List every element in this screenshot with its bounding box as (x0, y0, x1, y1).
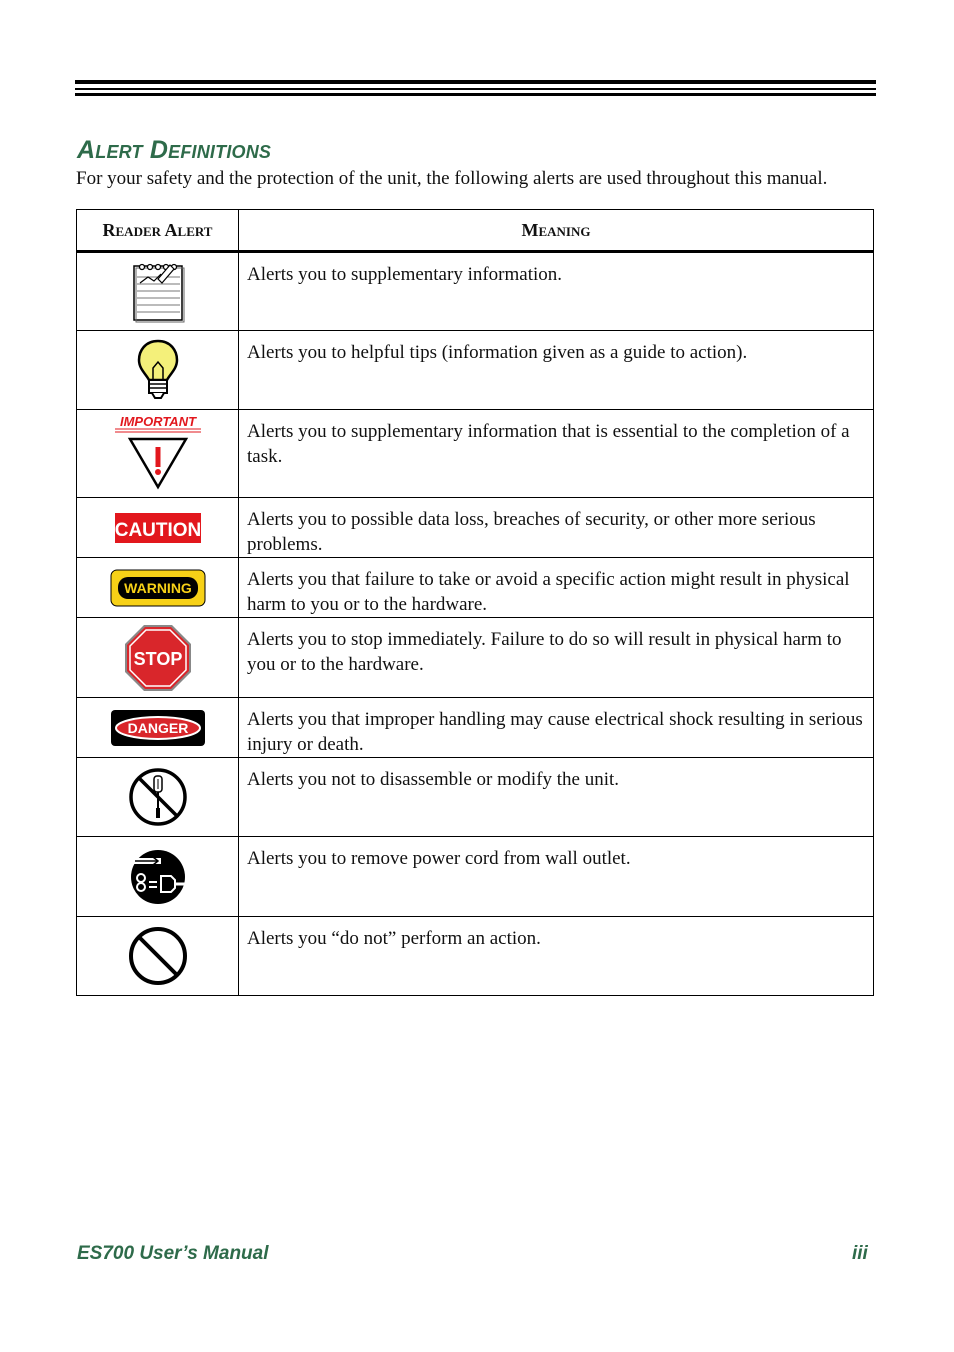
table-row (77, 252, 874, 331)
danger-label: DANGER (127, 719, 188, 736)
alert-meaning: Alerts you to supplementary information. (239, 252, 874, 331)
alert-icon-cell (77, 837, 239, 917)
caution-label: CAUTION (114, 519, 201, 541)
note-pad-icon (130, 261, 186, 323)
table-row (77, 837, 874, 917)
alert-icon-cell (77, 698, 239, 758)
table-header-row (77, 210, 874, 252)
table-row (77, 331, 874, 410)
alert-meaning: Alerts you that failure to take or avoid a specific action might result in physical harm to you or to the hardware. (239, 558, 874, 618)
alert-meaning: Alerts you to stop immediately. Failure to do so will result in physical harm to you or to the hardware. (239, 618, 874, 698)
alert-meaning: Alerts you to possible data loss, breaches of security, or other more serious problems. (239, 498, 874, 558)
header-rule-bottom (75, 93, 876, 96)
prohibited-icon (127, 925, 189, 987)
alert-icon-cell (77, 917, 239, 996)
page-title: Alert Definitions (77, 136, 272, 164)
light-bulb-icon (136, 338, 180, 402)
caution-icon (114, 511, 202, 545)
no-disassemble-icon (127, 766, 189, 828)
alert-icon-cell (77, 252, 239, 331)
table-row (77, 758, 874, 837)
header-rule-thick (75, 80, 876, 84)
header-meaning: Meaning (239, 210, 874, 252)
alert-icon-cell (77, 498, 239, 558)
table-row (77, 917, 874, 996)
alert-meaning: Alerts you to supplementary information that is essential to the completion of a task. (239, 410, 874, 498)
footer-page-number: iii (852, 1243, 868, 1264)
alert-definitions-table (76, 209, 874, 996)
alert-icon-cell (77, 331, 239, 410)
stop-sign-icon (123, 623, 193, 693)
important-icon (113, 414, 203, 494)
stop-label: STOP (133, 648, 182, 669)
alert-meaning: Alerts you that improper handling may cause electrical shock resulting in serious injury or death. (239, 698, 874, 758)
intro-text: For your safety and the protection of the unit, the following alerts are used throughout this manual. (76, 168, 828, 189)
header-rule-thin (75, 88, 876, 90)
table-row (77, 410, 874, 498)
alert-icon-cell (77, 410, 239, 498)
alert-meaning: Alerts you to remove power cord from wall outlet. (239, 837, 874, 917)
important-label: IMPORTANT (119, 413, 196, 429)
header-reader-alert: Reader Alert (77, 210, 239, 252)
warning-icon (110, 568, 206, 608)
alert-icon-cell (77, 618, 239, 698)
alert-meaning: Alerts you not to disassemble or modify the unit. (239, 758, 874, 837)
warning-label: WARNING (123, 579, 192, 596)
table-row (77, 558, 874, 618)
table-row (77, 698, 874, 758)
alert-icon-cell (77, 758, 239, 837)
danger-icon (110, 709, 206, 747)
footer-manual-title: ES700 User’s Manual (77, 1243, 269, 1264)
alert-meaning: Alerts you to helpful tips (information given as a guide to action). (239, 331, 874, 410)
alert-icon-cell (77, 558, 239, 618)
alert-meaning: Alerts you “do not” perform an action. (239, 917, 874, 996)
table-row (77, 498, 874, 558)
table-row (77, 618, 874, 698)
unplug-icon (127, 846, 189, 908)
